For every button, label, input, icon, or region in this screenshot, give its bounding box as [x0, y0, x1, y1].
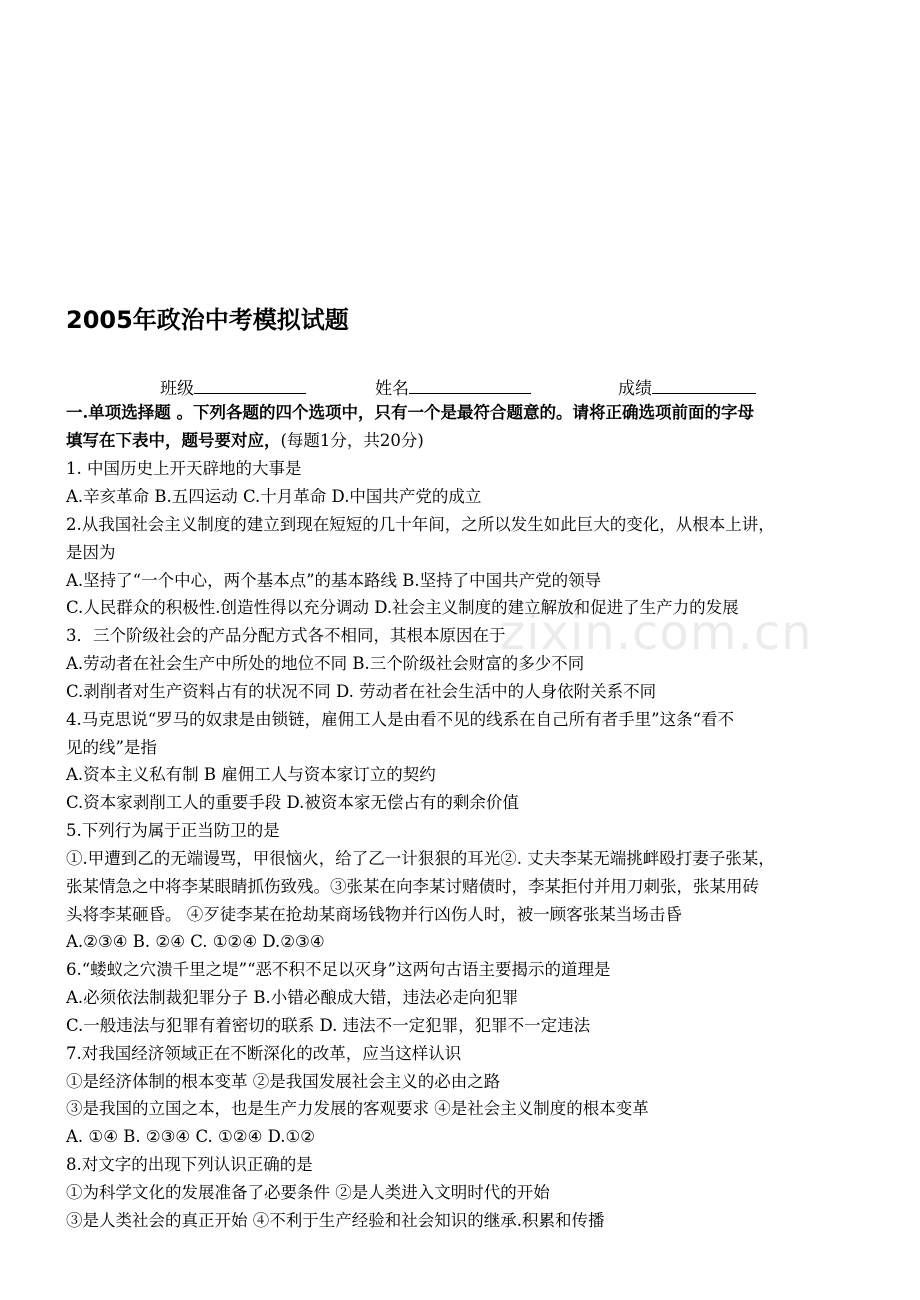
score-field	[618, 374, 756, 399]
question-5-options: A.②③④ B. ②④ C. ①②④ D.②③④	[66, 932, 325, 951]
question-1-options: A.辛亥革命 B.五四运动 C.十月革命 D.中国共产党的成立	[66, 487, 482, 506]
question-7-stem-2: ③是我国的立国之本，也是生产力发展的客观要求 ④是社会主义制度的根本变革	[66, 1099, 649, 1118]
question-3-options-2: C.剥削者对生产资料占有的状况不同 D. 劳动者在社会生活中的人身依附关系不同	[66, 682, 657, 701]
question-7-options: A. ①④ B. ②③④ C. ①②④ D.①②	[66, 1127, 316, 1146]
section-heading-line2	[66, 429, 424, 453]
question-8-stem-1: ①为科学文化的发展准备了必要条件 ②是人类进入文明时代的开始	[66, 1183, 550, 1202]
class-label: 班级	[160, 379, 194, 399]
question-6-options-2: C.一般违法与犯罪有着密切的联系 D. 违法不一定犯罪，犯罪不一定违法	[66, 1016, 591, 1035]
question-5-stem-1: ①.甲遭到乙的无端谩骂，甲很恼火，给了乙一计狠狠的耳光②. 丈夫李某无端挑衅殴打妻子张某，	[66, 849, 775, 868]
question-5-stem-2: 张某情急之中将李某眼睛抓伤致残。③张某在向李某讨赌债时，李某拒付并用刀刺张，张某用砖	[66, 877, 759, 896]
class-blank	[194, 377, 306, 394]
question-4-cont: 见的线”是指	[66, 738, 157, 757]
class-field	[160, 374, 306, 399]
question-3-options-1: A.劳动者在社会生产中所处的地位不同 B.三个阶级社会财富的多少不同	[66, 654, 585, 673]
question-4: 4.马克思说“罗马的奴隶是由锁链，雇佣工人是由看不见的线系在自己所有者手里”这条“看不	[66, 710, 735, 729]
question-6-options-1: A.必须依法制裁犯罪分子 B.小错必酿成大错，违法必走向犯罪	[66, 988, 519, 1007]
question-4-options-2: C.资本家剥削工人的重要手段 D.被资本家无偿占有的剩余价值	[66, 793, 519, 812]
score-label: 成绩	[618, 379, 652, 399]
question-2-options-1: A.坚持了“一个中心，两个基本点”的基本路线 B.坚持了中国共产党的领导	[66, 571, 602, 590]
section-heading-bold2: 填写在下表中，题号要对应，	[66, 431, 281, 450]
section-heading-note: (每题1分，共20分)	[280, 431, 424, 450]
section-heading: 一.单项选择题 。下列各题的四个选项中，只有一个是最符合题意的。请将正确选项前面的字母	[66, 403, 754, 422]
question-1: 1. 中国历史上开天辟地的大事是	[66, 459, 302, 478]
name-field	[375, 374, 531, 399]
question-6: 6.“蝼蚁之穴溃千里之堤”“恶不积不足以灭身”这两句古语主要揭示的道理是	[66, 960, 611, 979]
score-blank	[652, 377, 756, 394]
question-7: 7.对我国经济领域正在不断深化的改革，应当这样认识	[66, 1044, 462, 1063]
name-blank	[409, 377, 531, 394]
page-title: 2005年政治中考模拟试题	[66, 306, 349, 334]
question-4-options-1: A.资本主义私有制 B 雇佣工人与资本家订立的契约	[66, 765, 436, 784]
question-8: 8.对文字的出现下列认识正确的是	[66, 1155, 313, 1174]
question-8-stem-2: ③是人类社会的真正开始 ④不利于生产经验和社会知识的继承.积累和传播	[66, 1211, 605, 1230]
question-2-cont: 是因为	[66, 543, 116, 562]
name-label: 姓名	[375, 379, 409, 399]
question-3: 3．三个阶级社会的产品分配方式各不相同，其根本原因在于	[66, 626, 506, 645]
question-7-stem-1: ①是经济体制的根本变革 ②是我国发展社会主义的必由之路	[66, 1072, 501, 1091]
question-5-stem-3: 头将李某砸昏。 ④歹徒李某在抢劫某商场钱物并行凶伤人时，被一顾客张某当场击昏	[66, 905, 682, 924]
watermark: zixin.com.cn	[500, 605, 813, 661]
question-2-options-2: C.人民群众的积极性.创造性得以充分调动 D.社会主义制度的建立解放和促进了生产力的发展	[66, 598, 739, 617]
question-5: 5.下列行为属于正当防卫的是	[66, 821, 280, 840]
question-2: 2.从我国社会主义制度的建立到现在短短的几十年间，之所以发生如此巨大的变化，从根本上讲，	[66, 515, 775, 534]
